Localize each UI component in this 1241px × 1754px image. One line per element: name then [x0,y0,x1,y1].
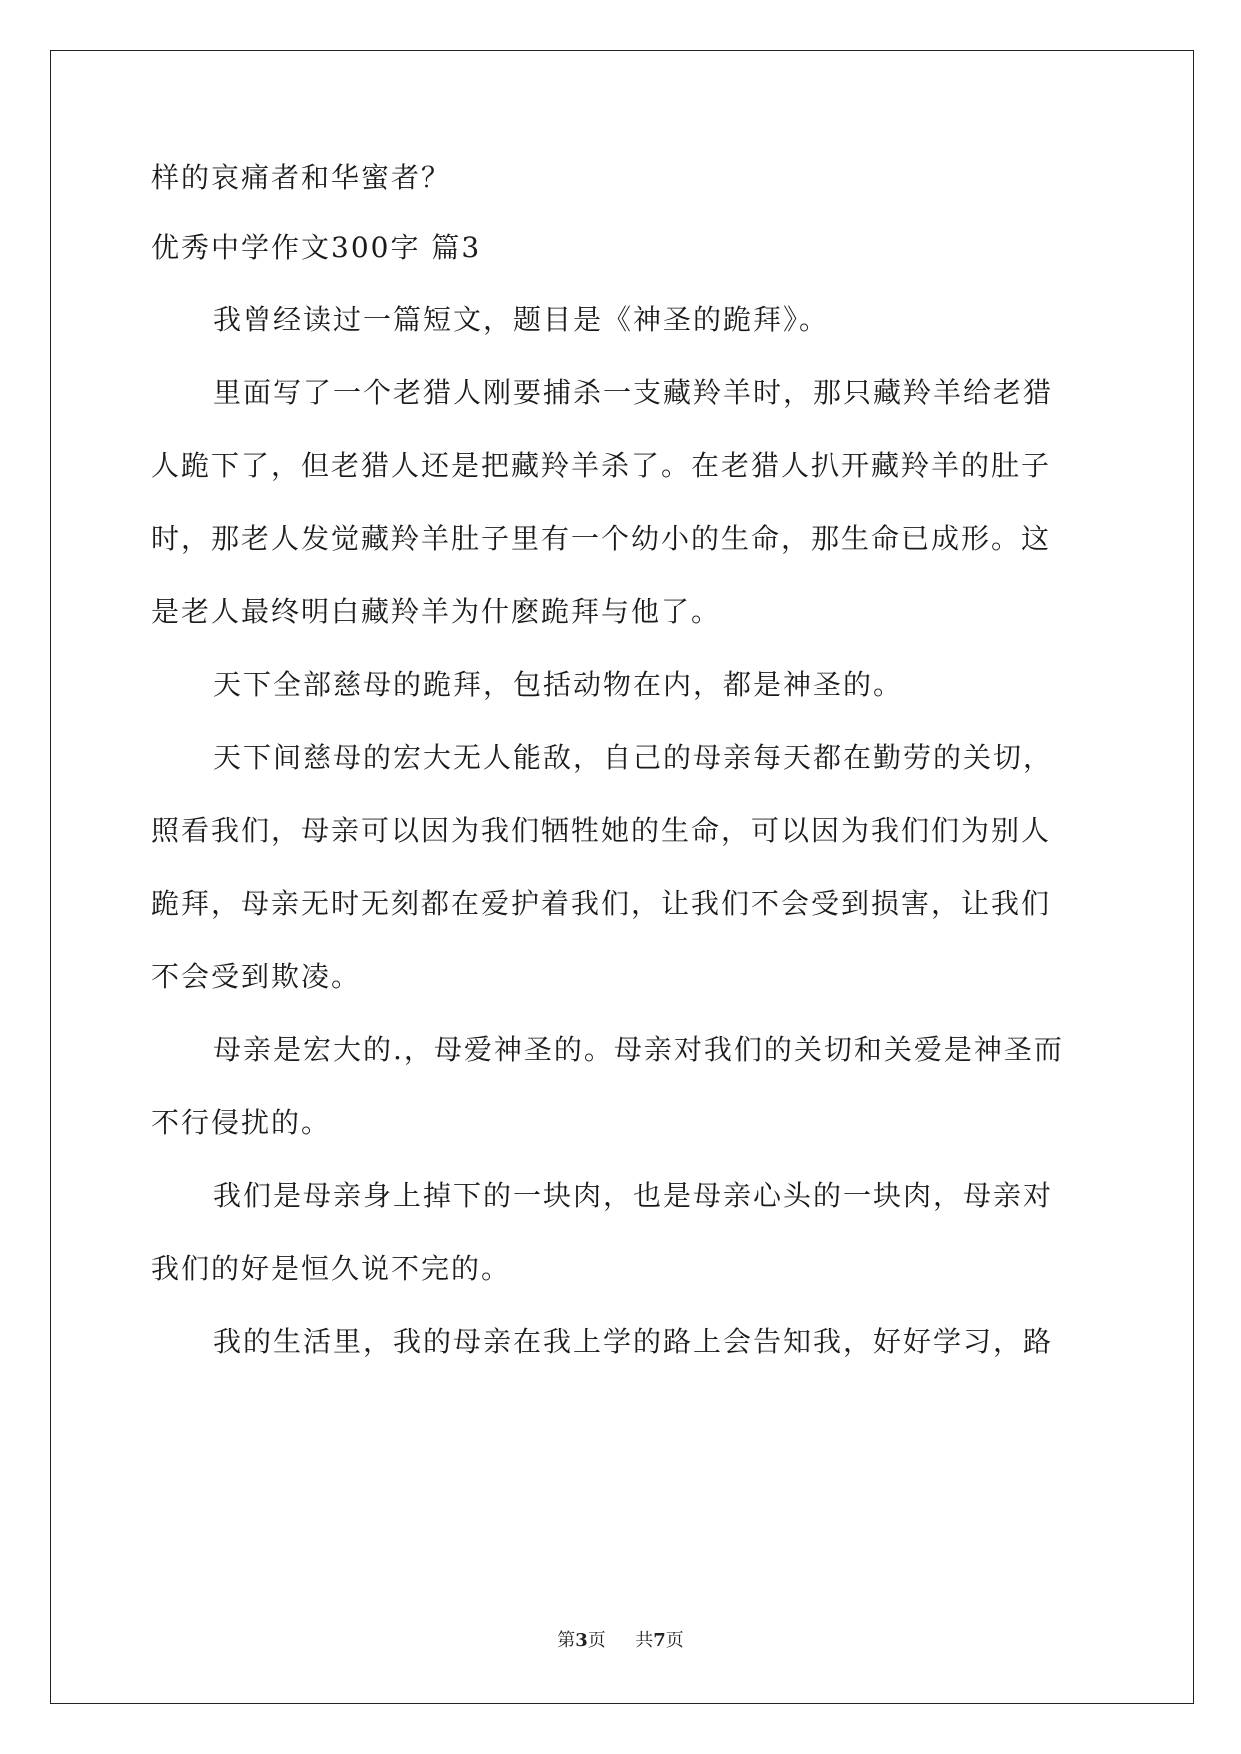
text-line: 样的哀痛者和华蜜者？ [151,161,452,194]
paragraph-line: 天下间慈母的宏大无人能敌，自己的母亲每天都在勤劳的关切， [213,741,1054,774]
page-suffix: 页 [587,1630,606,1651]
page-prefix: 第 [557,1630,576,1651]
total-suffix: 页 [665,1630,684,1651]
paragraph-line: 不行侵扰的。 [151,1106,332,1139]
paragraph-line: 时，那老人发觉藏羚羊肚子里有一个幼小的生命，那生命已成形。这 [151,522,1052,555]
page-border [50,50,1194,1704]
paragraph-line: 照看我们，母亲可以因为我们牺牲她的生命，可以因为我们们为别人 [151,814,1052,847]
page-total: 7 [653,1630,666,1651]
total-prefix: 共 [635,1630,654,1651]
paragraph-line: 我的生活里，我的母亲在我上学的路上会告知我，好好学习，路 [213,1325,1054,1358]
paragraph-line: 里面写了一个老猎人刚要捕杀一支藏羚羊时，那只藏羚羊给老猎 [213,376,1054,409]
page-number: 3 [575,1630,588,1651]
page-footer [0,1626,1241,1652]
paragraph-line: 我们是母亲身上掉下的一块肉，也是母亲心头的一块肉，母亲对 [213,1179,1054,1212]
paragraph-line: 是老人最终明白藏羚羊为什麽跪拜与他了。 [151,595,722,628]
paragraph-line: 人跪下了，但老猎人还是把藏羚羊杀了。在老猎人扒开藏羚羊的肚子 [151,449,1052,482]
paragraph-line: 母亲是宏大的.，母爱神圣的。母亲对我们的关切和关爱是神圣而 [213,1033,1064,1066]
paragraph-line: 我曾经读过一篇短文，题目是《神圣的跪拜》。 [213,303,830,336]
paragraph-line: 跪拜，母亲无时无刻都在爱护着我们，让我们不会受到损害，让我们 [151,887,1052,920]
section-heading: 优秀中学作文300字 篇3 [151,231,482,264]
paragraph-line: 我们的好是恒久说不完的。 [151,1252,512,1285]
paragraph-line: 不会受到欺凌。 [151,960,362,993]
paragraph-line: 天下全部慈母的跪拜，包括动物在内，都是神圣的。 [213,668,904,701]
